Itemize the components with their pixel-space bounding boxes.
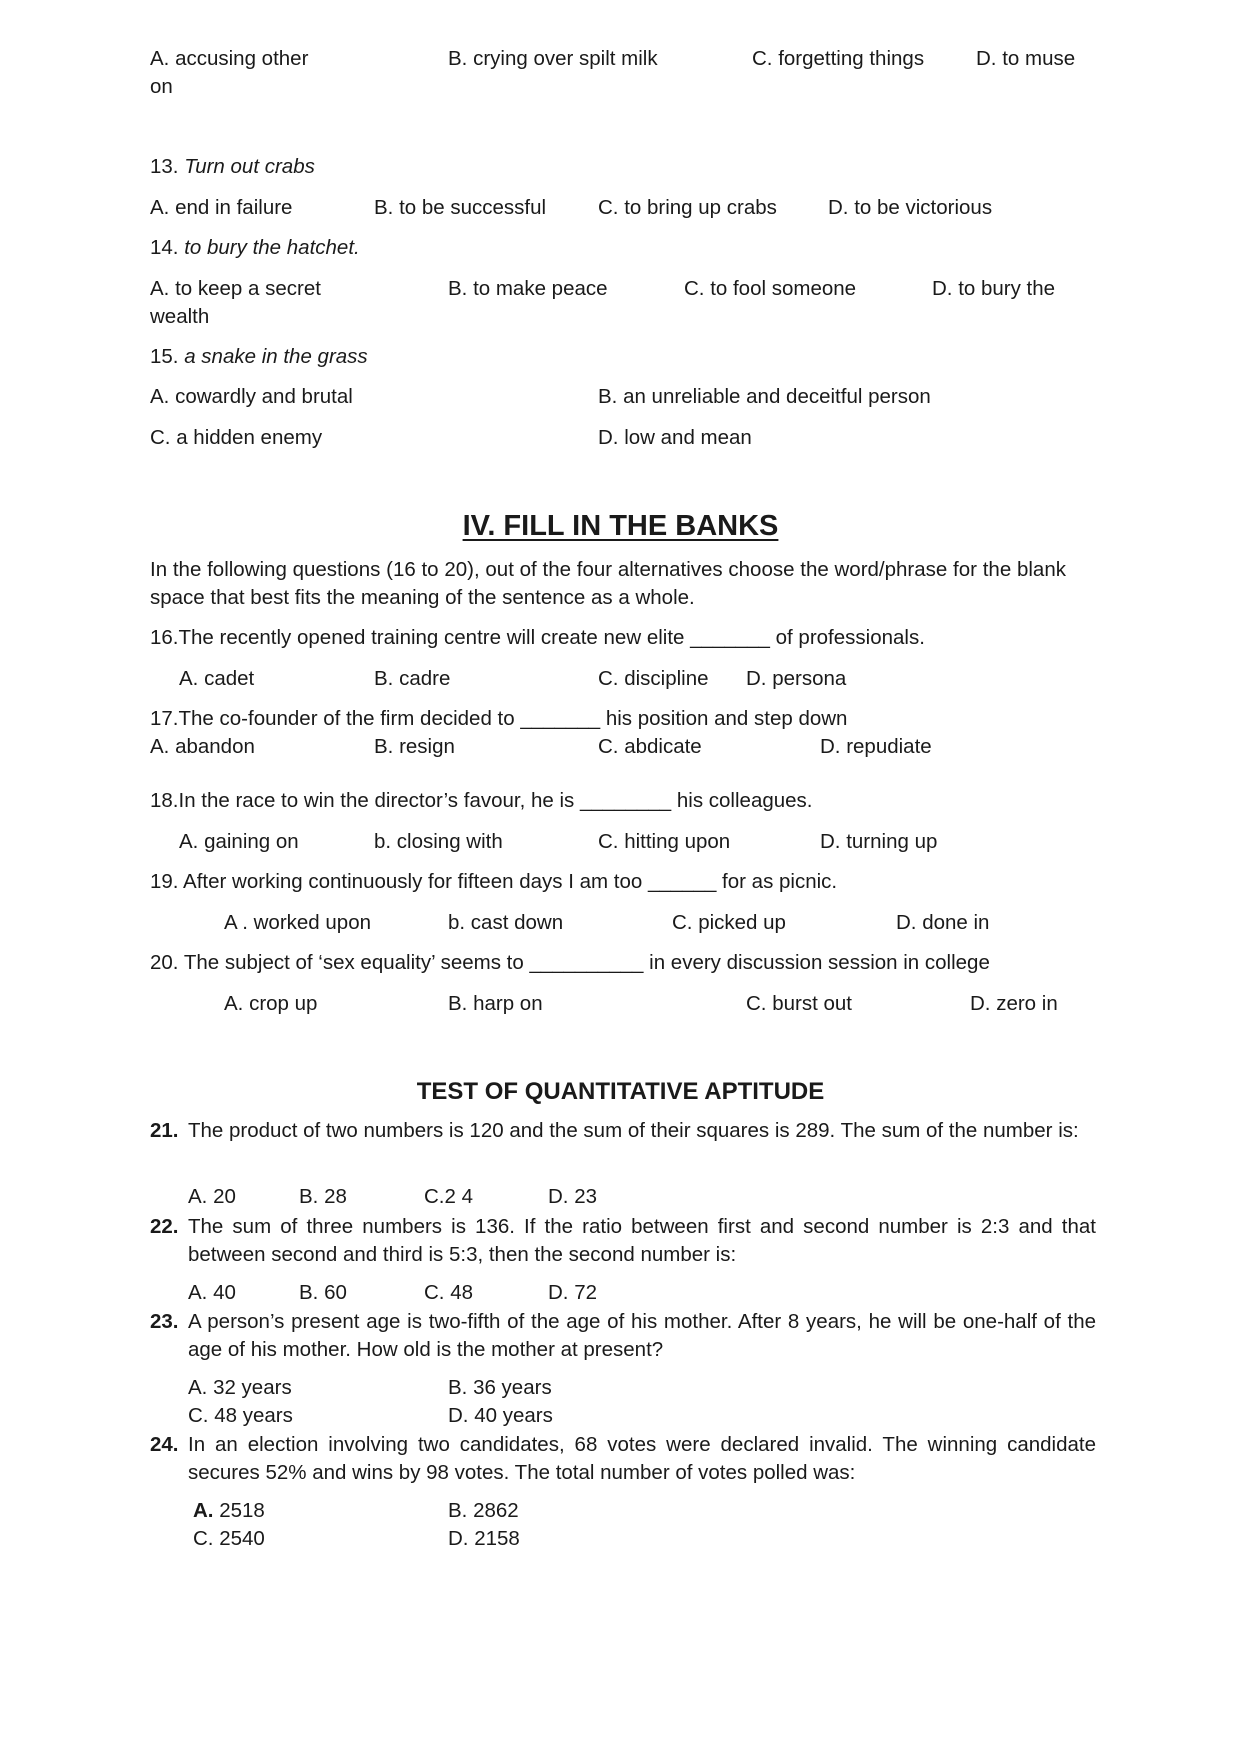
q12-option-d: D. to muse: [976, 47, 1076, 70]
q22-option-c: C. 48: [424, 1281, 473, 1304]
q21-option-d: D. 23: [548, 1185, 597, 1208]
q21-question: The product of two numbers is 120 and the sum of their squares is 289. The sum of the number is:: [188, 1119, 1079, 1142]
q19-option-a: A . worked upon: [224, 911, 372, 934]
q23-option-c: C. 48 years: [188, 1404, 293, 1427]
q20-question: 20. The subject of ‘sex equality’ seems to __________ in every discussion session in college: [150, 951, 990, 974]
q20-option-a: A. crop up: [224, 992, 318, 1015]
q19-question: 19. After working continuously for fifteen days I am too ______ for as picnic.: [150, 870, 838, 893]
idiom-phrase: a snake in the grass: [184, 345, 368, 368]
question-number: 14.: [150, 236, 179, 259]
q16-option-b: B. cadre: [374, 667, 451, 690]
q21-option-c: C.2 4: [424, 1185, 473, 1208]
q14-option-b: B. to make peace: [448, 277, 608, 300]
q12-option-b: B. crying over spilt milk: [448, 47, 658, 70]
q13-option-b: B. to be successful: [374, 196, 547, 219]
q13-option-d: D. to be victorious: [828, 196, 993, 219]
q14-option-d-continued: wealth: [150, 305, 210, 328]
q20-option-c: C. burst out: [746, 992, 852, 1015]
q13-option-c: C. to bring up crabs: [598, 196, 777, 219]
q17-option-d: D. repudiate: [820, 735, 932, 758]
q23-option-b: B. 36 years: [448, 1376, 552, 1399]
q15-option-c: C. a hidden enemy: [150, 426, 323, 449]
q14-option-d: D. to bury the: [932, 277, 1056, 300]
q15-option-a: A. cowardly and brutal: [150, 385, 353, 408]
q12-option-a: A. accusing other: [150, 47, 309, 70]
q20-option-b: B. harp on: [448, 992, 543, 1015]
q17-option-c: C. abdicate: [598, 735, 702, 758]
q17-option-a: A. abandon: [150, 735, 255, 758]
q19-option-b: b. cast down: [448, 911, 564, 934]
q16-option-c: C. discipline: [598, 667, 709, 690]
q24-option-d: D. 2158: [448, 1527, 520, 1550]
question-number: 13.: [150, 155, 179, 178]
q22-question: The sum of three numbers is 136. If the ratio between first and second number is 2:3 and that between second and third is 5:3, then the second number is:: [188, 1215, 1096, 1266]
q18-option-d: D. turning up: [820, 830, 938, 853]
q22-option-a: A. 40: [188, 1281, 236, 1304]
q14-question: [150, 235, 360, 261]
q22-number: 22.: [150, 1215, 179, 1238]
section-heading-fill-blanks: IV. FILL IN THE BANKS: [462, 510, 779, 542]
q24-number: 24.: [150, 1433, 179, 1456]
section-instructions: In the following questions (16 to 20), out of the four alternatives choose the word/phrase for the blank space that best fits the meaning of the sentence as a whole.: [150, 558, 1066, 609]
option-letter: A.: [193, 1499, 214, 1522]
q15-question: [150, 344, 368, 370]
q18-option-b: b. closing with: [374, 830, 503, 853]
q24-question: In an election involving two candidates, 68 votes were declared invalid. The winning candidate secures 52% and wins by 98 votes. The total number of votes polled was:: [188, 1433, 1096, 1484]
question-number: 15.: [150, 345, 179, 368]
q17-option-b: B. resign: [374, 735, 455, 758]
q18-question: 18.In the race to win the director’s favour, he is ________ his colleagues.: [150, 789, 813, 812]
q14-option-c: C. to fool someone: [684, 277, 857, 300]
q16-option-d: D. persona: [746, 667, 847, 690]
q16-question: 16.The recently opened training centre will create new elite _______ of professionals.: [150, 626, 925, 649]
q15-option-b: B. an unreliable and deceitful person: [598, 385, 931, 408]
q20-option-d: D. zero in: [970, 992, 1058, 1015]
q14-option-a: A. to keep a secret: [150, 277, 321, 300]
q24-option-c: C. 2540: [193, 1527, 265, 1550]
q22-option-d: D. 72: [548, 1281, 597, 1304]
q13-option-a: A. end in failure: [150, 196, 293, 219]
q21-option-b: B. 28: [299, 1185, 347, 1208]
q23-number: 23.: [150, 1310, 179, 1333]
section-heading-quantitative: TEST OF QUANTITATIVE APTITUDE: [416, 1078, 825, 1105]
q18-option-a: A. gaining on: [179, 830, 299, 853]
q19-option-d: D. done in: [896, 911, 990, 934]
q12-option-c: C. forgetting things: [752, 47, 925, 70]
q19-option-c: C. picked up: [672, 911, 786, 934]
q23-option-a: A. 32 years: [188, 1376, 292, 1399]
q21-option-a: A. 20: [188, 1185, 236, 1208]
idiom-phrase: to bury the hatchet.: [184, 236, 360, 259]
q17-question: 17.The co-founder of the firm decided to _______ his position and step down: [150, 707, 848, 730]
q24-option-b: B. 2862: [448, 1499, 519, 1522]
q24-option-a: [193, 1498, 265, 1524]
q23-question: A person’s present age is two-fifth of the age of his mother. After 8 years, he will be one-half of the age of his mother. How old is the mother at present?: [188, 1310, 1096, 1361]
q21-number: 21.: [150, 1119, 179, 1142]
idiom-phrase: Turn out crabs: [184, 155, 315, 178]
q15-option-d: D. low and mean: [598, 426, 752, 449]
q13-question: [150, 154, 315, 180]
q23-option-d: D. 40 years: [448, 1404, 553, 1427]
q22-option-b: B. 60: [299, 1281, 347, 1304]
q18-option-c: C. hitting upon: [598, 830, 731, 853]
option-value: 2518: [213, 1499, 265, 1522]
q12-option-a-continued: on: [150, 75, 173, 98]
q16-option-a: A. cadet: [179, 667, 255, 690]
